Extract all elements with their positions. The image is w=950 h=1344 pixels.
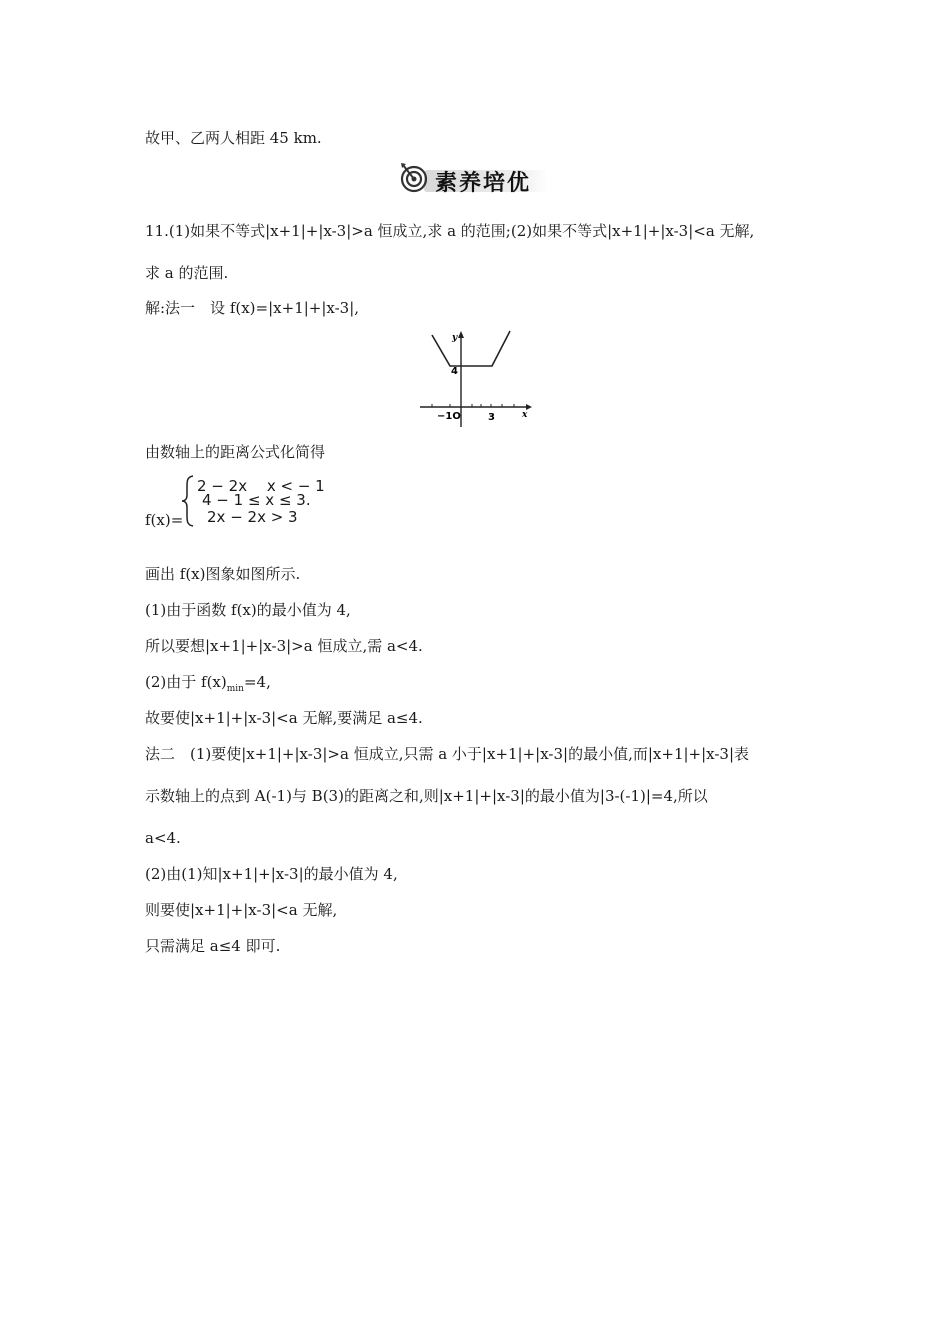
target-icon: [398, 160, 432, 194]
y-axis-arrow: [458, 331, 464, 338]
text-line: 故要使|x+1|+|x-3|<a 无解,要满足 a≤4.: [145, 709, 423, 727]
banner-title: 素养培优: [435, 170, 532, 196]
tick-label-origin: −1O: [437, 411, 461, 422]
section-banner: [398, 160, 548, 196]
text-line: 故甲、乙两人相距 45 km.: [145, 129, 322, 147]
y-axis-label: y: [452, 333, 458, 343]
graph-curve: [432, 331, 510, 366]
text-line: 画出 f(x)图象如图所示.: [145, 565, 301, 583]
piecewise-case-3: 2x − 2x > 3: [207, 508, 298, 526]
text-line: [145, 672, 271, 699]
piecewise-formula: [145, 475, 445, 535]
text-line: (2)由(1)知|x+1|+|x-3|的最小值为 4,: [145, 865, 398, 883]
function-graph: [418, 327, 533, 429]
piecewise-label: f(x)=: [145, 511, 184, 529]
tick-label-4: 4: [451, 366, 458, 377]
text-line: 求 a 的范围.: [145, 264, 229, 282]
text-line: (1)由于函数 f(x)的最小值为 4,: [145, 601, 351, 619]
piecewise-case-1: 2 − 2x x < − 1: [197, 477, 325, 495]
left-brace: [181, 475, 195, 527]
text-line: 则要使|x+1|+|x-3|<a 无解,: [145, 901, 338, 919]
text-fragment: =4,: [243, 673, 271, 691]
text-line: 只需满足 a≤4 即可.: [145, 937, 281, 955]
text-line: 由数轴上的距离公式化简得: [145, 443, 326, 461]
text-line: a<4.: [145, 829, 181, 847]
text-line: 示数轴上的点到 A(-1)与 B(3)的距离之和,则|x+1|+|x-3|的最小值为|3-(-1)|=4,所以: [145, 787, 708, 805]
tick-label-3: 3: [488, 412, 495, 423]
x-axis-label: x: [522, 410, 528, 420]
text-fragment: (2)由于 f(x): [145, 673, 227, 691]
text-line: 所以要想|x+1|+|x-3|>a 恒成立,需 a<4.: [145, 637, 423, 655]
subscript: min: [226, 684, 244, 694]
text-line: 法二 (1)要使|x+1|+|x-3|>a 恒成立,只需 a 小于|x+1|+|x-3|的最小值,而|x+1|+|x-3|表: [145, 745, 750, 763]
text-line: 11.(1)如果不等式|x+1|+|x-3|>a 恒成立,求 a 的范围;(2)如果不等式|x+1|+|x-3|<a 无解,: [145, 222, 755, 240]
text-line: 解:法一 设 f(x)=|x+1|+|x-3|,: [145, 299, 360, 317]
piecewise-case-2: 4 − 1 ≤ x ≤ 3.: [202, 491, 311, 509]
